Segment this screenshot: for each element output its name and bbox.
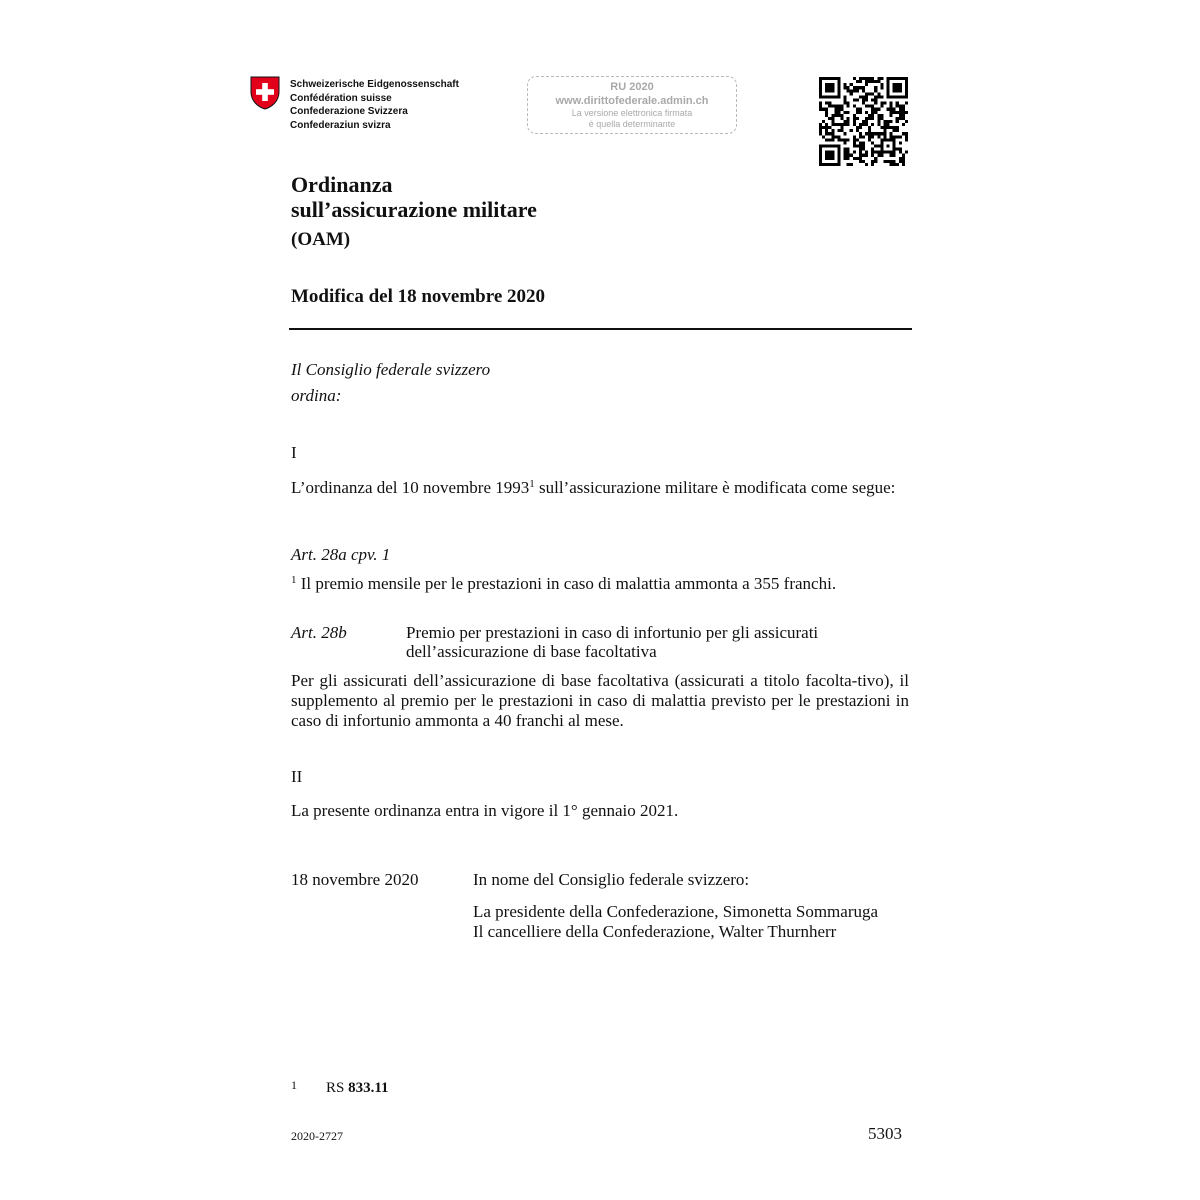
confederation-name-it: Confederazione Svizzera	[290, 106, 408, 117]
footnote-reference: 833.11	[348, 1080, 389, 1096]
section-numeral-2: II	[291, 767, 303, 786]
confederation-name-block	[290, 78, 459, 132]
signature-on-behalf: In nome del Consiglio federale svizzero:	[473, 870, 750, 889]
title-divider	[289, 328, 912, 330]
article-28a-text: Il premio mensile per le prestazioni in caso di malattia ammonta a 355 franchi.	[296, 574, 837, 593]
stamp-note-line1: La versione elettronica firmata	[571, 108, 693, 118]
section-numeral-1: I	[291, 443, 297, 462]
intro-text-end: sull’assicurazione militare è modificata come segue:	[534, 478, 896, 497]
official-publication-stamp	[527, 76, 737, 134]
signature-date: 18 novembre 2020	[291, 870, 419, 889]
intro-text-start: L’ordinanza del 10 novembre 1993	[291, 478, 530, 497]
article-28a-heading: Art. 28a cpv. 1	[291, 545, 391, 564]
document-number: 2020-2727	[291, 1129, 343, 1143]
stamp-collection: RU 2020	[610, 81, 654, 93]
signature-chancellor: Il cancelliere della Confederazione, Walter Thurnherr	[473, 922, 837, 941]
swiss-coat-of-arms-icon	[250, 76, 280, 110]
page-number: 5303	[868, 1124, 902, 1143]
preamble-authority: Il Consiglio federale svizzero	[291, 360, 491, 379]
document-title-line1: Ordinanza	[291, 172, 393, 197]
amendment-intro-paragraph	[291, 478, 909, 498]
article-28b-paragraph: Per gli assicurati dell’assicurazione di base facoltativa (assicurati a titolo facolta-tivo), il supplemento al premio per le prestazioni in caso di malattia previsto per le prestazioni in caso di infortunio ammonta a 40 franchi al mese.	[291, 671, 909, 730]
document-title-line2: sull’assicurazione militare	[291, 197, 537, 222]
paragraph-number: 1	[291, 574, 297, 586]
article-28b-title-line1: Premio per prestazioni in caso di infortunio per gli assicurati	[406, 623, 819, 642]
footnote-number: 1	[291, 1078, 297, 1092]
document-abbreviation: (OAM)	[291, 229, 351, 250]
footnote-prefix: RS	[326, 1080, 349, 1096]
footnote-ref-1: 1	[529, 478, 535, 490]
amendment-date-heading: Modifica del 18 novembre 2020	[291, 286, 546, 307]
preamble-decrees: ordina:	[291, 386, 342, 405]
stamp-website: www.dirittofederale.admin.ch	[555, 95, 709, 107]
article-28b-label: Art. 28b	[291, 623, 347, 642]
entry-into-force-text: La presente ordinanza entra in vigore il 1° gennaio 2021.	[291, 801, 679, 820]
qr-code-icon	[819, 77, 908, 166]
signature-president: La presidente della Confederazione, Simonetta Sommaruga	[473, 902, 879, 921]
confederation-name-de: Schweizerische Eidgenossenschaft	[290, 79, 459, 90]
confederation-name-rm: Confederaziun svizra	[290, 119, 391, 131]
stamp-note-line2: è quella determinante	[588, 119, 676, 129]
confederation-name-fr: Confédération suisse	[290, 92, 392, 104]
article-28b-title-line2: dell’assicurazione di base facoltativa	[406, 642, 657, 661]
article-28a-paragraph	[291, 574, 836, 594]
footnote-text	[326, 1079, 389, 1097]
